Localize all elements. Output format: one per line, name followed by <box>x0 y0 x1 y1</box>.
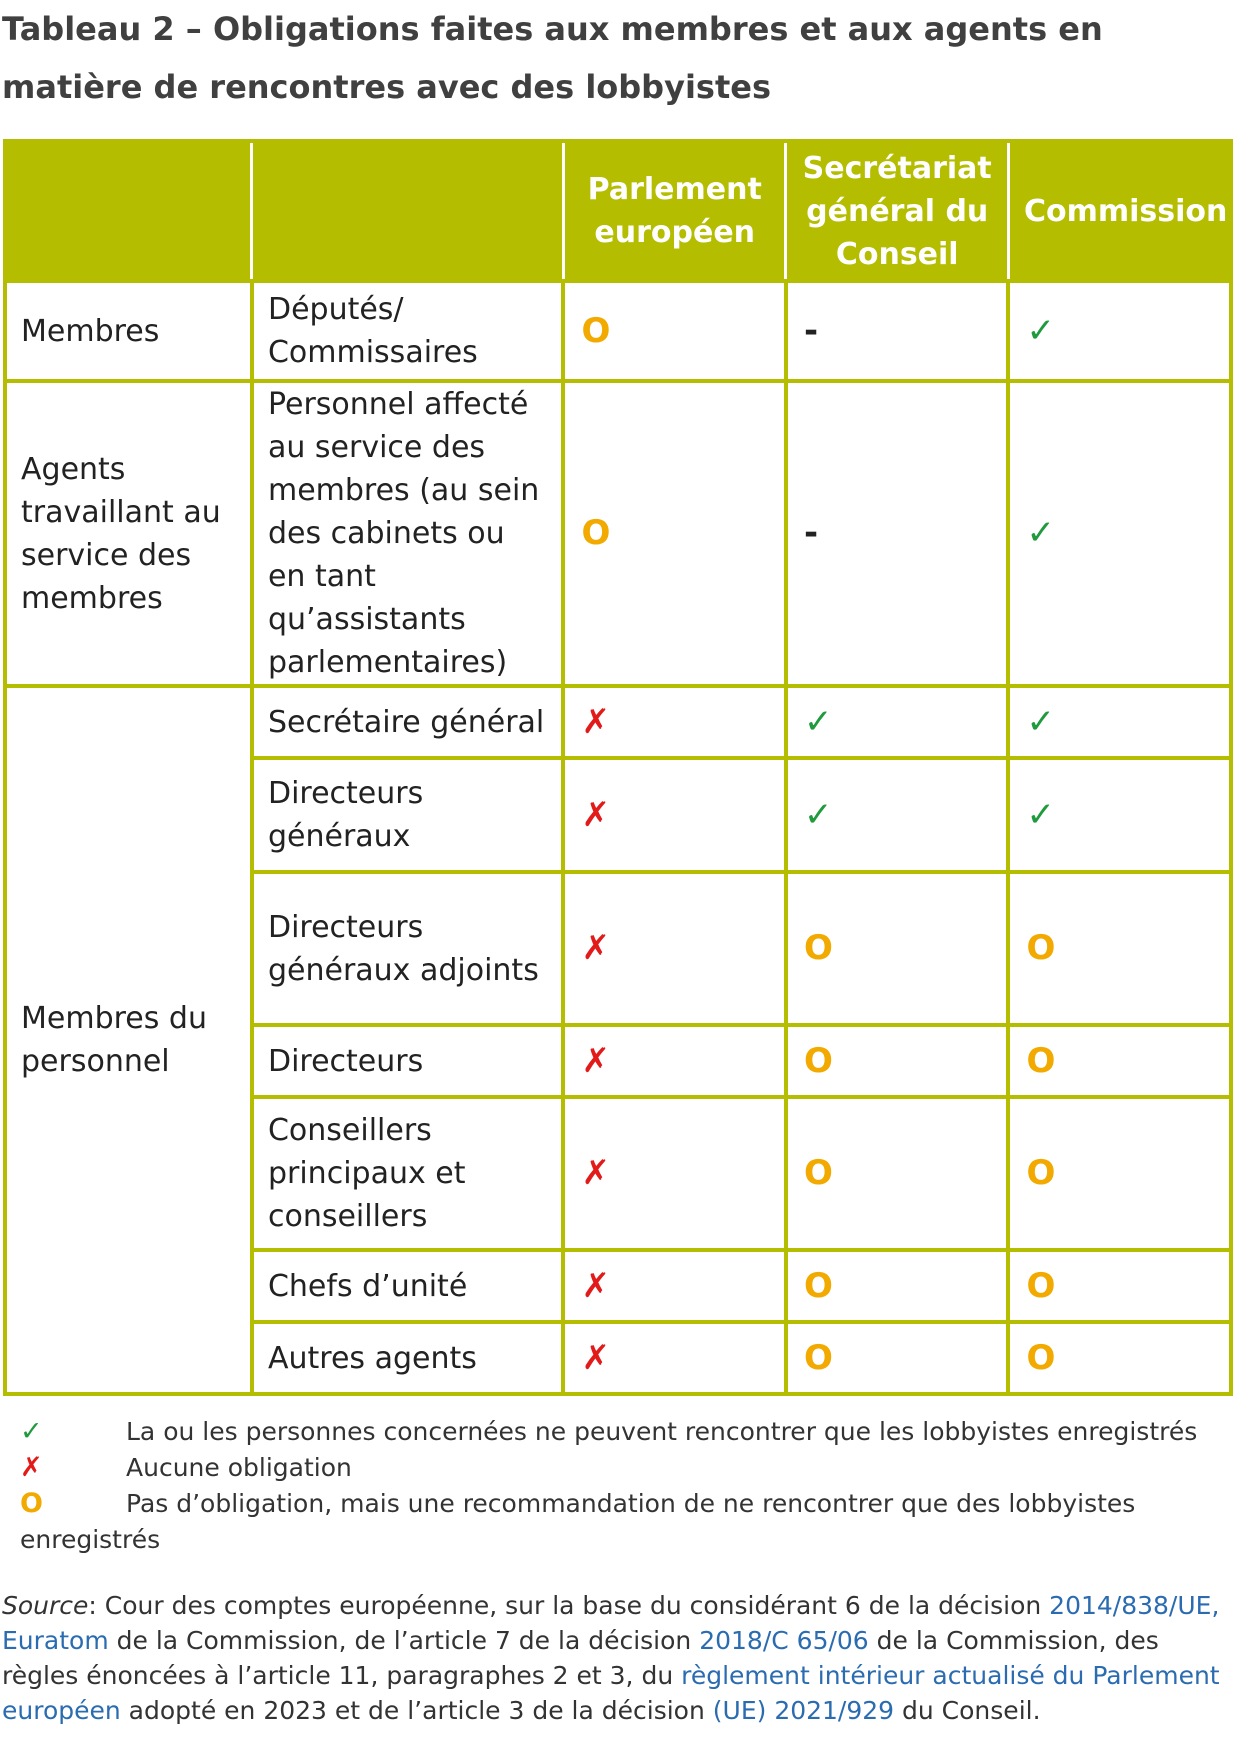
obligations-table <box>3 139 1233 1396</box>
conseil-circle-icon: O <box>786 1097 1009 1250</box>
role-label: Autres agents <box>252 1322 564 1394</box>
header-cell-group <box>5 141 252 281</box>
header-commission: Commission <box>1008 141 1231 281</box>
conseil-circle-icon: O <box>786 1250 1009 1322</box>
parlement-circle-icon: O <box>563 281 786 381</box>
legend-text: Pas d’obligation, mais une recommandation de ne rencontrer que des lobbyistes <box>126 1489 1136 1518</box>
conseil-check-icon: ✓ <box>786 758 1009 872</box>
commission-circle-icon: O <box>1008 1097 1231 1250</box>
legend <box>20 1414 1230 1558</box>
table-body <box>5 281 1231 1394</box>
table-row <box>5 381 1231 686</box>
legend-text-continuation: enregistrés <box>20 1525 161 1554</box>
cross-icon: ✗ <box>20 1452 43 1483</box>
circle-icon: O <box>20 1488 43 1519</box>
source-link[interactable]: règlement intérieur actualisé du Parlement européen <box>2 1661 1220 1725</box>
group-label: Membres <box>5 281 252 381</box>
conseil-check-icon: ✓ <box>786 686 1009 758</box>
source-text <box>2 1591 1220 1725</box>
source-link[interactable]: (UE) 2021/929 <box>712 1696 895 1725</box>
role-label: Conseillers principaux et conseillers <box>252 1097 564 1250</box>
parlement-cross-icon: ✗ <box>563 686 786 758</box>
parlement-cross-icon: ✗ <box>563 758 786 872</box>
commission-check-icon: ✓ <box>1008 381 1231 686</box>
legend-text: Aucune obligation <box>126 1453 352 1482</box>
check-icon: ✓ <box>20 1416 43 1447</box>
source-note <box>2 1588 1234 1728</box>
legend-item-cross <box>20 1450 1230 1486</box>
legend-text: La ou les personnes concernées ne peuvent rencontrer que les lobbyistes enregistrés <box>126 1417 1198 1446</box>
role-label: Députés/ Commissaires <box>252 281 564 381</box>
conseil-circle-icon: O <box>786 1322 1009 1394</box>
header-conseil: Secrétariat général du Conseil <box>786 141 1009 281</box>
table-row <box>5 686 1231 758</box>
group-label: Agents travaillant au service des membres <box>5 381 252 686</box>
legend-item-o <box>20 1486 1230 1522</box>
role-label: Secrétaire général <box>252 686 564 758</box>
commission-check-icon: ✓ <box>1008 686 1231 758</box>
parlement-cross-icon: ✗ <box>563 1250 786 1322</box>
parlement-cross-icon: ✗ <box>563 1025 786 1097</box>
conseil-circle-icon: O <box>786 872 1009 1025</box>
commission-circle-icon: O <box>1008 872 1231 1025</box>
role-label: Directeurs généraux adjoints <box>252 872 564 1025</box>
role-label: Directeurs <box>252 1025 564 1097</box>
header-parlement: Parlement européen <box>563 141 786 281</box>
role-label: Chefs d’unité <box>252 1250 564 1322</box>
parlement-circle-icon: O <box>563 381 786 686</box>
group-label: Membres du personnel <box>5 686 252 1394</box>
parlement-cross-icon: ✗ <box>563 1097 786 1250</box>
table-title: Tableau 2 – Obligations faites aux membres et aux agents en matière de rencontres avec des lobbyistes <box>2 10 1103 106</box>
source-label: Source <box>2 1591 89 1620</box>
source-link[interactable]: 2018/C 65/06 <box>699 1626 869 1655</box>
parlement-cross-icon: ✗ <box>563 872 786 1025</box>
conseil-circle-icon: O <box>786 1025 1009 1097</box>
commission-circle-icon: O <box>1008 1025 1231 1097</box>
conseil-dash-mark: - <box>786 381 1009 686</box>
source-link[interactable]: 2014/838/UE, Euratom <box>2 1591 1220 1655</box>
role-label: Directeurs généraux <box>252 758 564 872</box>
parlement-cross-icon: ✗ <box>563 1322 786 1394</box>
conseil-dash-mark: - <box>786 281 1009 381</box>
source-text-part: : Cour des comptes européenne, sur la base du considérant 6 de la décision <box>88 1591 1050 1620</box>
commission-circle-icon: O <box>1008 1322 1231 1394</box>
source-text-part: adopté en 2023 et de l’article 3 de la décision <box>120 1696 713 1725</box>
commission-check-icon: ✓ <box>1008 758 1231 872</box>
commission-check-icon: ✓ <box>1008 281 1231 381</box>
source-text-part: de la Commission, de l’article 7 de la décision <box>108 1626 700 1655</box>
header-cell-role <box>252 141 564 281</box>
table-row <box>5 281 1231 381</box>
role-label: Personnel affecté au service des membres (au sein des cabinets ou en tant qu’assistants parlementaires) <box>252 381 564 686</box>
commission-circle-icon: O <box>1008 1250 1231 1322</box>
source-text-part: du Conseil. <box>894 1696 1041 1725</box>
source-text-part: de la Commission, des règles énoncées à l’article 11, paragraphes 2 et 3, du <box>2 1626 1159 1690</box>
legend-item-check <box>20 1414 1230 1450</box>
header-row <box>5 141 1231 281</box>
